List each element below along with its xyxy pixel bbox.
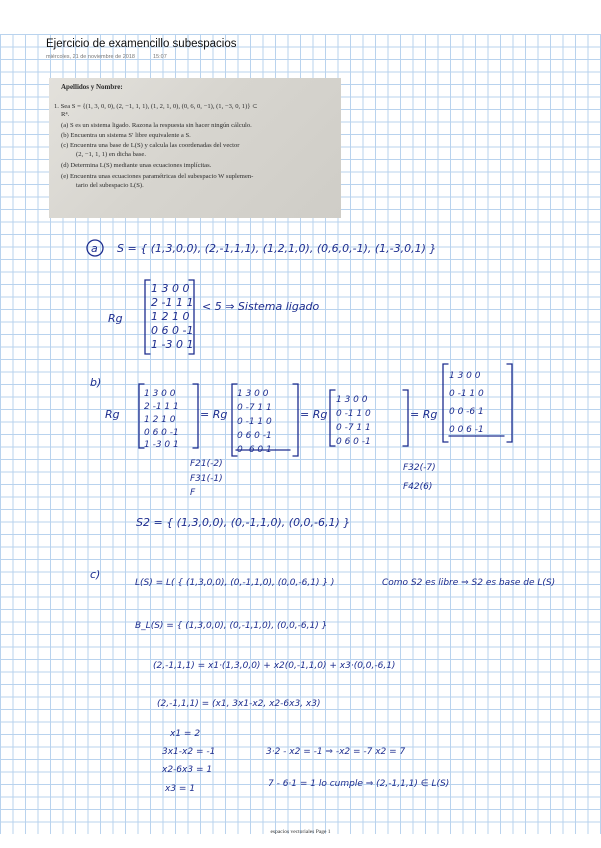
part-c-ls: L(S) = L( { (1,3,0,0), (0,-1,1,0), (0,0,-6,1) } ) [135,578,335,588]
part-b-matrix2-row: 0 -1 1 0 [237,417,272,427]
exam-statement-space: R⁴. [61,111,70,118]
part-b-matrix2-row: 0 -7 1 1 [237,403,272,413]
page-footer: espacios vectoriales Page 1 [270,829,331,835]
matrix-bracket [443,364,448,442]
part-b-matrix4-row: 1 3 0 0 [449,371,481,381]
part-a-label: a [91,242,98,255]
part-b-matrix1-row: 1 3 0 0 [144,389,176,399]
part-a-result: < 5 ⇒ Sistema ligado [202,300,320,313]
part-a-rg: Rg [108,312,123,325]
part-b-matrix4-row: 0 0 6 -1 [449,425,484,435]
part-b-row-op: F42(6) [403,482,433,492]
note-date: miércoles, 21 de noviembre de 2018 [46,54,135,60]
part-b-row-op: F [190,488,196,498]
part-a-matrix-row: 1 2 1 0 [151,310,190,323]
matrix-bracket [507,364,512,442]
part-b-matrix2-row: 0 -6 0 1 [237,445,272,455]
part-b-rg: Rg [105,408,120,421]
part-c-eq1: (2,-1,1,1) = x1·(1,3,0,0) + x2(0,-1,1,0) + x3·(0,0,-6,1) [153,661,396,671]
part-b-matrix1-row: 2 -1 1 1 [144,402,179,412]
part-b-matrix3-row: 0 -1 1 0 [336,409,371,419]
note-time: 15:07 [152,54,167,60]
matrix-bracket [403,390,408,446]
part-a-matrix-row: 1 3 0 0 [151,282,190,295]
part-a-matrix-row: 1 -3 0 1 [151,338,194,351]
exam-item: (2, −1, 1, 1) en dicha base. [76,151,147,158]
part-c-calc: 7 - 6·1 = 1 lo cumple ⇒ (2,-1,1,1) ∈ L(S) [268,779,450,789]
part-b-matrix2-row: 1 3 0 0 [237,389,269,399]
part-b-matrix4-row: 0 -1 1 0 [449,389,484,399]
exam-item: (e) Encuentra unas ecuaciones paramétricas del subespacio W suplemen- [61,173,254,180]
exam-statement: 1. Sea S = {(1, 3, 0, 0), (2, −1, 1, 1), (1, 2, 1, 0), (0, 6, 0, −1), (1, −3, 0, 1)} ⊂ [54,103,258,110]
part-a-matrix-row: 0 6 0 -1 [151,324,194,337]
part-c-calc: 3·2 - x2 = -1 ⇒ -x2 = -7 x2 = 7 [266,747,406,757]
part-c-system-eq: x3 = 1 [165,784,196,794]
matrix-bracket [330,390,335,446]
part-a-matrix-row: 2 -1 1 1 [151,296,194,309]
part-c-comment: Como S2 es libre ⇒ S2 es base de L(S) [382,578,556,588]
part-c-basis: B_L(S) = { (1,3,0,0), (0,-1,1,0), (0,0,-6,1) } [135,621,328,631]
part-c-system-eq: 3x1-x2 = -1 [162,747,216,757]
part-b-matrix3-row: 0 -7 1 1 [336,423,371,433]
part-c-system-eq: x1 = 2 [170,729,201,739]
part-b-matrix2-row: 0 6 0 -1 [237,431,272,441]
exam-header: Apellidos y Nombre: [61,83,123,91]
matrix-bracket [193,384,198,448]
part-b-matrix3-row: 1 3 0 0 [336,395,368,405]
part-c-eq2: (2,-1,1,1) = (x1, 3x1-x2, x2-6x3, x3) [157,699,321,709]
part-c-label: c) [90,568,101,581]
exam-item: (c) Encuentra una base de L(S) y calcula las coordenadas del vector [61,142,240,149]
exam-item: (d) Determina L(S) mediante unas ecuaciones implícitas. [61,162,212,169]
exam-item: tario del subespacio L(S). [76,182,144,189]
part-b-matrix1-row: 1 2 1 0 [144,415,176,425]
page-title: Ejercicio de examencillo subespacios [46,38,237,50]
matrix-bracket [145,280,150,354]
matrix-bracket [293,384,298,456]
part-b-matrix1-row: 0 6 0 -1 [144,428,179,438]
part-b-row-op: F32(-7) [403,463,436,473]
exam-item: (a) S es un sistema ligado. Razona la respuesta sin hacer ningún cálculo. [61,122,252,129]
part-b-matrix3-row: 0 6 0 -1 [336,437,371,447]
part-c-system-eq: x2-6x3 = 1 [162,765,213,775]
exam-item: (b) Encuentra un sistema S′ libre equivalente a S. [61,132,191,139]
part-b-row-op: F31(-1) [190,474,223,484]
part-b-eq: = Rg [200,408,228,421]
part-a-set: S = { (1,3,0,0), (2,-1,1,1), (1,2,1,0), (0,6,0,-1), (1,-3,0,1) } [117,242,437,255]
part-b-row-op: F21(-2) [190,459,223,469]
part-b-matrix4-row: 0 0 -6 1 [449,407,484,417]
part-b-label: b) [90,376,102,389]
part-b-eq: = Rg [410,408,438,421]
part-b-s2: S2 = { (1,3,0,0), (0,-1,1,0), (0,0,-6,1) } [136,516,351,529]
part-b-eq: = Rg [300,408,328,421]
part-b-matrix1-row: 1 -3 0 1 [144,440,179,450]
